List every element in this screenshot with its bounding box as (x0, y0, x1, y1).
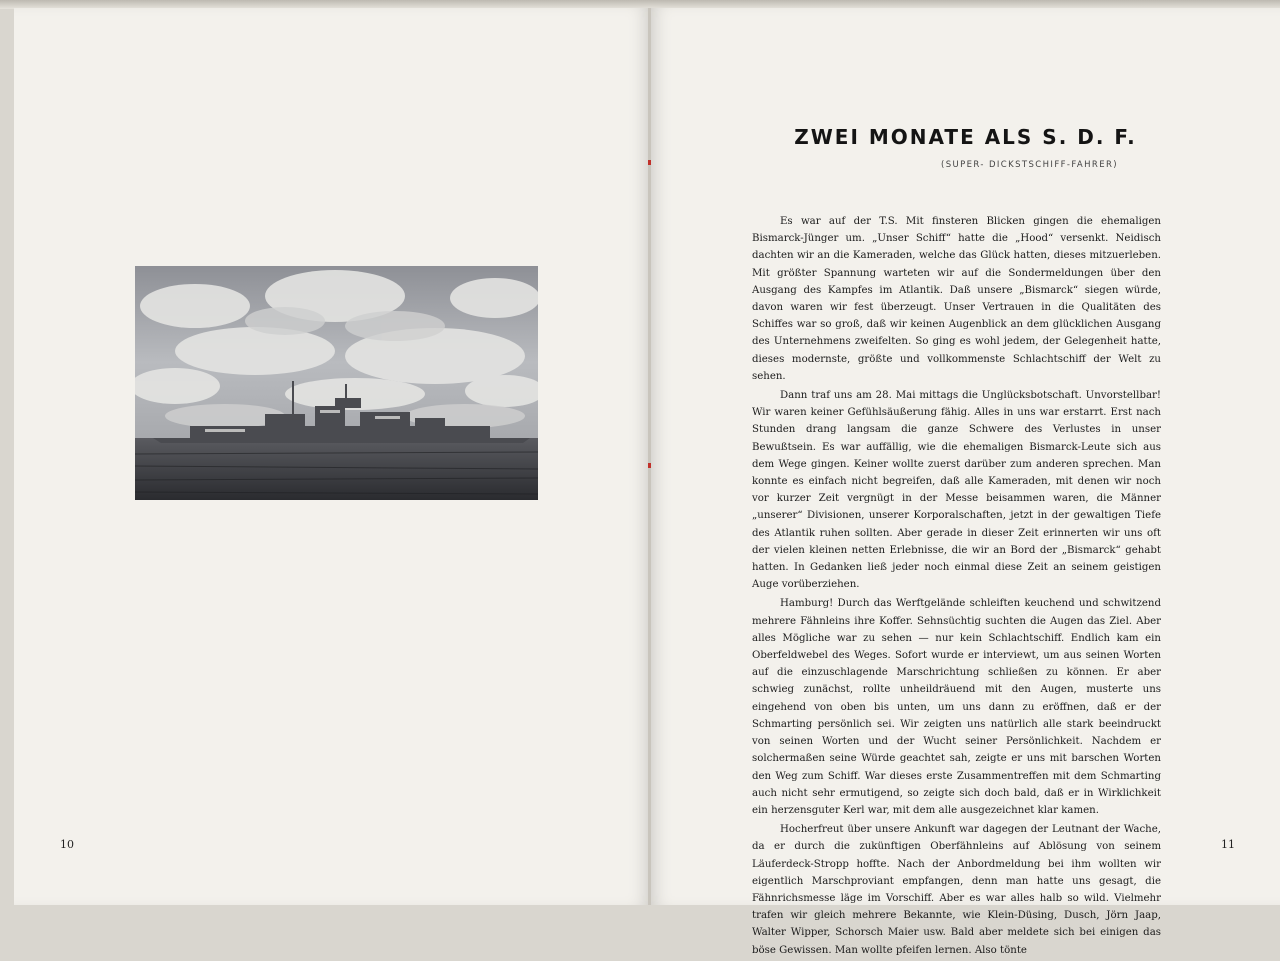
chapter-subtitle: (SUPER- DICKSTSCHIFF-FAHRER) (941, 160, 1118, 170)
paragraph: Hocherfreut über unsere Ankunft war dagegen der Leutnant der Wache, da er durch die zukünftigen Oberfähnleins auf Ablösung von seinem Läuferdeck-Stropp hoffte. Nach der Anbordmeldung bei ihm wollten wir eigentlich Marschproviant empfangen, denn man hatte uns gesagt, die Fähnrichsmesse läge im Vorschiff. Aber es war alles halb so wild. Vielmehr trafen wir gleich mehrere Bekannte, wie Klein-Düsing, Dusch, Jörn Jaap, Walter Wipper, Schorsch Maier usw. Bald aber meldete sich bei einigen das böse Gewissen. Man wollte pfeifen lernen. Also tönte (752, 824, 1161, 956)
page-number-right: 11 (1221, 838, 1235, 851)
paragraph: Dann traf uns am 28. Mai mittags die Unglücksbotschaft. Unvorstellbar! Wir waren keiner Gefühlsäußerung fähig. Alles in uns war erstarrt. Erst nach Stunden drang langsam die ganze Schwere des Verlustes in unser Bewußtsein. Es war auffällig, wie die ehemaligen Bismarck-Leute sich aus dem Wege gingen. Keiner wollte zuerst darüber zum anderen sprechen. Man konnte es einfach nicht begreifen, daß alle Kameraden, mit denen wir noch vor kurzer Zeit vergnügt in der Messe beisammen waren, die Männer „unserer“ Divisionen, unserer Korporalschaften, jetzt in der gewaltigen Tiefe des Atlantik ruhen sollten. Aber gerade in dieser Zeit erinnerten wir uns oft der vielen kleinen netten Erlebnisse, die wir an Bord der „Bismarck“ gehabt hatten. In Gedanken ließ jeder noch einmal diese Zeit an seinem geistigen Auge vorüberziehen. (752, 390, 1161, 591)
page-number-left: 10 (60, 838, 74, 851)
paragraph: Es war auf der T.S. Mit finsteren Blicken gingen die ehemaligen Bismarck-Jünger um. „Unser Schiff“ hatte die „Hood“ versenkt. Neidisch dachten wir an die Kameraden, welche das Glück hatten, dieses mitzuerleben. Mit größter Spannung warteten wir auf die Sondermeldungen über den Ausgang des Kampfes im Atlantik. Daß unsere „Bismarck“ siegen würde, davon waren wir fest überzeugt. Unser Vertrauen in die Qualitäten des Schiffes war so groß, daß wir keinen Augenblick an dem glücklichen Ausgang des Unternehmens zweifelten. So ging es wohl jedem, der Gelegenheit hatte, dieses modernste, größte und vollkommenste Schlachtschiff der Welt zu sehen. (752, 216, 1161, 382)
chapter-title: ZWEI MONATE ALS S. D. F. (794, 125, 1137, 149)
battleship-photo (135, 266, 538, 500)
article-body (752, 213, 1161, 961)
battleship-photo-icon (135, 266, 538, 500)
paragraph: Hamburg! Durch das Werftgelände schleiften keuchend und schwitzend mehrere Fähnleins ihre Koffer. Sehnsüchtig suchten die Augen das Ziel. Aber alles Mögliche war zu sehen — nur kein Schlachtschiff. Endlich kam ein Oberfeldwebel des Weges. Sofort wurde er interviewt, um aus seinen Worten auf die einzuschlagende Marschrichtung schließen zu können. Er aber schwieg zunächst, rollte unheildräuend mit den Augen, musterte uns eingehend von oben bis unten, um uns dann zu eröffnen, daß er der Schmarting persönlich sei. Wir zeigten uns natürlich alle stark beeindruckt von seinen Worten und der Wucht seiner Persönlichkeit. Nachdem er solchermaßen seine Würde geachtet sah, zeigte er uns mit barschen Worten den Weg zum Schiff. War dieses erste Zusammentreffen mit dem Schmarting auch nicht sehr ermutigend, so zeigte sich doch bald, daß er in Wirklichkeit ein herzensguter Kerl war, mit dem alle ausgezeichnet klar kamen. (752, 598, 1161, 816)
right-page (651, 8, 1280, 956)
